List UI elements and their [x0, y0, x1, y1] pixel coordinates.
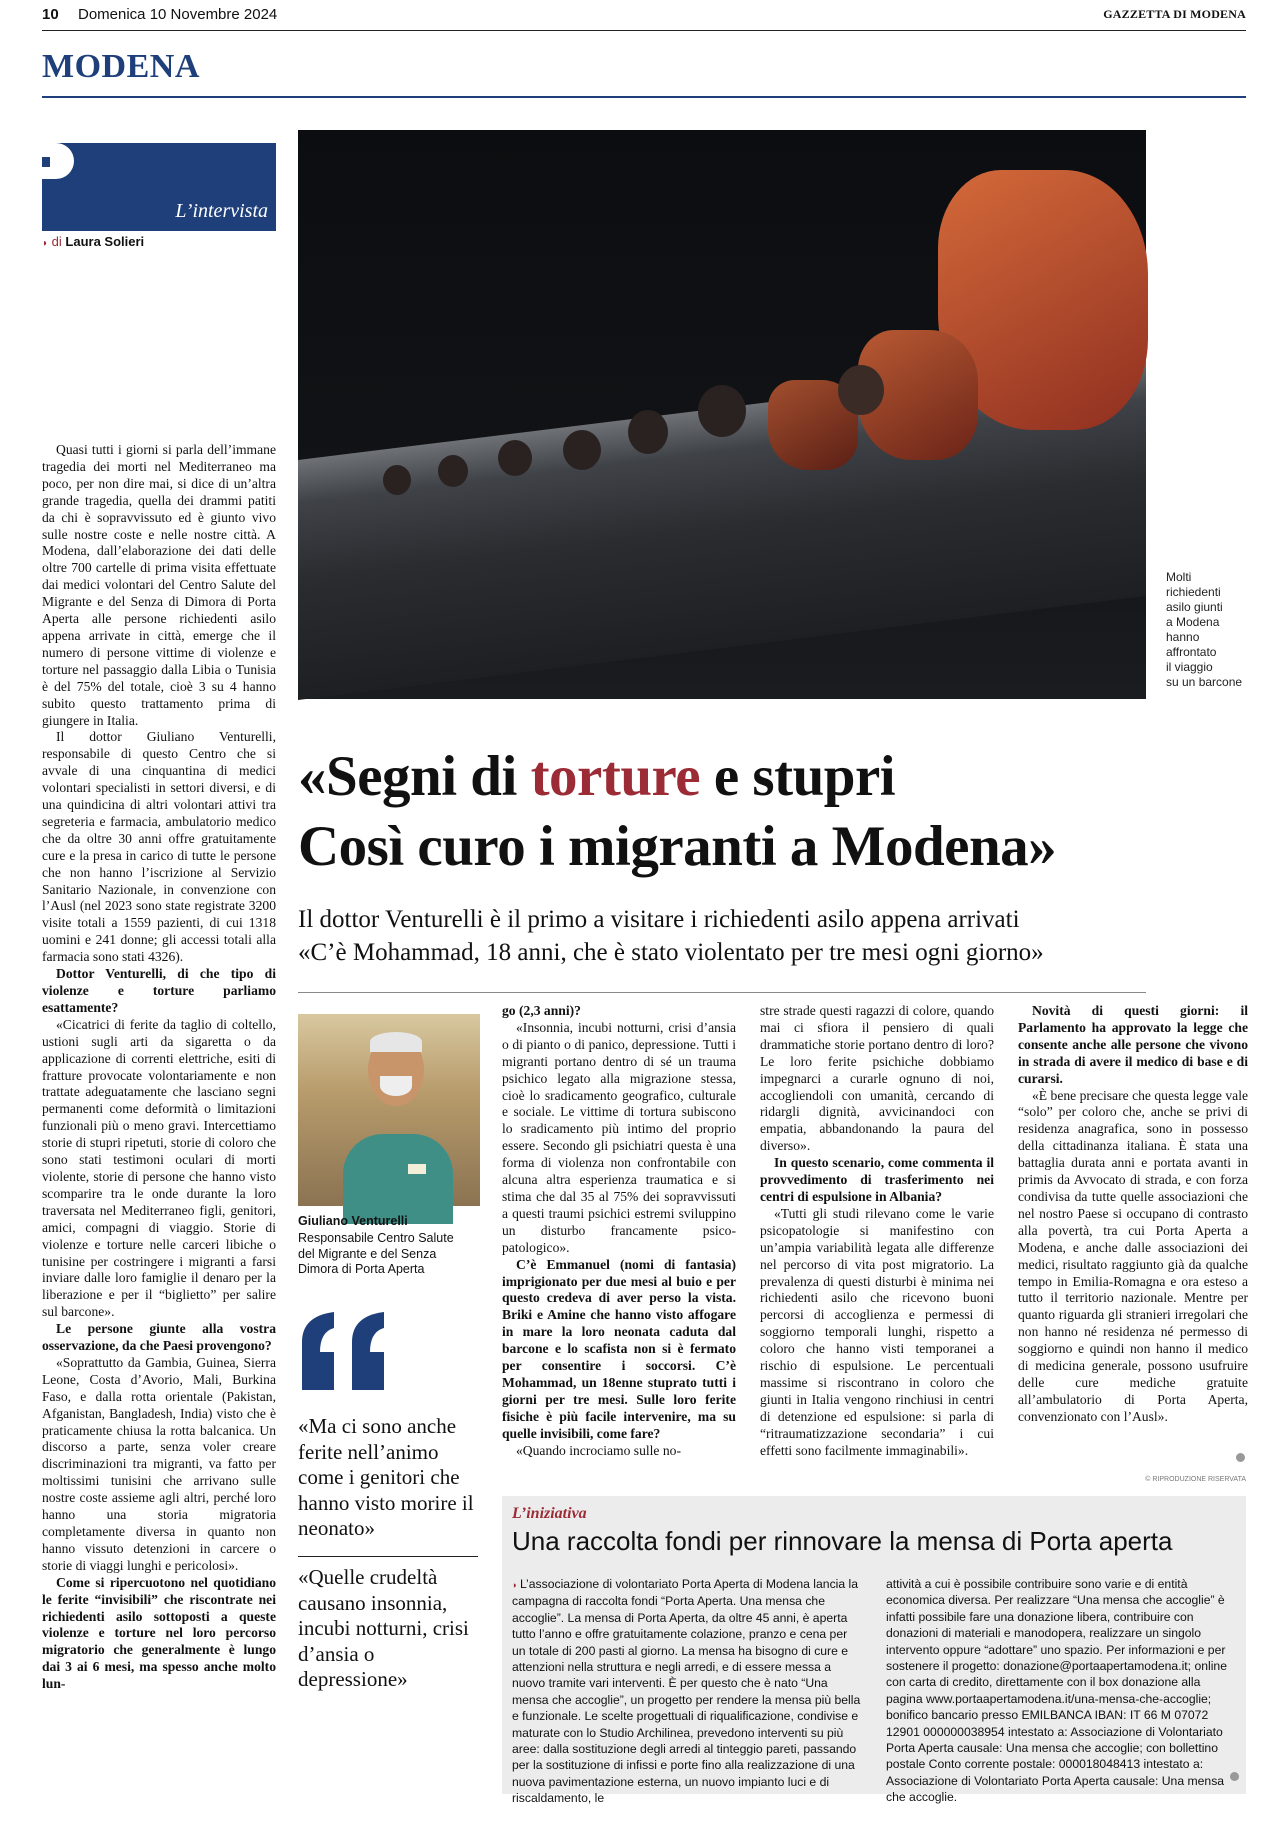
migrants-boat-photo — [298, 130, 1146, 699]
box-column-2: attività a cui è possibile contribuire sono varie e di entità economica diversa. Per realizzare “Una mensa che accoglie” è infatti possibile fare una donazione libera, contribuire con donazioni di materiali e manodopera, realizzare un singolo intervento oppure “adottare” uno spazio. Per informazioni e per sostenere il progetto: donazione@portaapertamodena.it; online con carta di credito, direttamente con il box donazione alla pagina www.portaapertamodena.it/una-mensa-che-accoglie; bonifico bancario presso EMILBANCA IBAN: IT 66 M 07072 12901 000000038954 intestato a: Associazione di Volontariato Porta Aperta causale: Una mensa che accoglie; con bollettino postale Conto corrente postale: 000018048413 intestato a: Associazione di Volontariato Porta Aperta causale: Una mensa che accoglie. — [886, 1577, 1227, 1805]
header-rule — [42, 30, 1246, 31]
initiative-box — [502, 1496, 1246, 1806]
box-marker-icon: ◗ — [512, 1580, 520, 1590]
pullquote-1: «Ma ci sono anche ferite nell’animo come i genitori che hanno visto morire il neonato» — [298, 1414, 474, 1540]
byline — [42, 234, 144, 249]
headline-highlight: torture — [530, 745, 701, 808]
quote-marks-icon — [298, 1312, 398, 1390]
headline-line2: Così curo i migranti a Modena» — [298, 815, 1057, 878]
pullquote-2: «Quelle crudeltà causano insonnia, incubi notturni, crisi d’ansia o depressione» — [298, 1565, 469, 1691]
article-column-5: Novità di questi giorni: il Parlamento ha approvato la legge che consente anche alle persone che vivono in strada di avere il medico di base e di curarsi. «È bene precisare che questa legge vale “solo” per coloro che, anche se privi di residenza anagrafica, sono in possesso della cittadinanza italiana. È stata una battaglia durata anni e portata avanti in primis da Avvocato di strada, e con forza condivisa da tutte quelle associazioni che nel nostro Paese si occupano di contrasto alla povertà, tra cui Porta Aperta a Modena, e anche dalle associazioni dei medici, risultato raggiunto già da qualche tempo in Emilia-Romagna e ora esteso a tutto il territorio nazionale. Mentre per quanto riguarda gli stranieri irregolari che non hanno né residenza né permesso di soggiorno e quindi non hanno il medico di medicina generale, possono usufruire delle cure mediche gratuite all’ambulatorio di Porta Aperta, convenzionato con l’Ausl». — [1018, 1003, 1248, 1424]
photo-caption: Molti richiedenti asilo giunti a Modena hanno affrontato il viaggio su un barcone — [1166, 570, 1243, 689]
headline-line1: «Segni di torture e stupri — [298, 745, 896, 808]
portrait-role: Responsabile Centro Salute del Migrante e del Senza Dimora di Porta Aperta — [298, 1231, 454, 1276]
box-end-mark-icon — [1230, 1772, 1239, 1781]
page-number: 10 — [42, 6, 59, 23]
byline-prefix: di — [51, 234, 62, 249]
interview-kicker-box — [42, 143, 276, 231]
article-column-3: go (2,3 anni)? «Insonnia, incubi notturni, crisi d’ansia o di pianto o di panico, depressione. Tutti i migranti portano dentro di sé un trauma psichico legato alla migrazione stessa, cioè lo sradicamento geografico, culturale e sociale. Le vittime di tortura subiscono lo sradicamento più intimo del proprio essere. Secondo gli psichiatri questa è una forma di violenza non confrontabile con alcuna altra esperienza traumatica e si stima che dal 35 al 75% dei sopravvissuti a questi traumi psichici estremi sviluppino un disturbo francamente psico-patologico». C’è Emmanuel (nomi di fantasia) imprigionato per due mesi al buio e per questo credeva di aver perso la vista. Briki e Amine che hanno visto affogare in mare la loro neonata caduta dal barcone e lo scafista non si è fermato per consentire i soccorsi. C’è Mohammad, un 18enne stuprato tutti i giorni per tre mesi. Sulle loro ferite fisiche è più facile intervenire, ma su quelle invisibili, come fare? «Quando incrociamo sulle no- — [502, 1003, 736, 1458]
venturelli-portrait — [298, 1014, 480, 1206]
kicker-label: L’intervista — [175, 200, 268, 222]
section-rule — [42, 96, 1246, 98]
masthead: GAZZETTA DI MODENA — [1103, 7, 1246, 21]
portrait-name: Giuliano Venturelli — [298, 1214, 408, 1228]
reserved-notice: © RIPRODUZIONE RISERVATA — [1145, 1476, 1246, 1483]
byline-author: Laura Solieri — [65, 234, 145, 249]
subtitle: Il dottor Venturelli è il primo a visitare i richiedenti asilo appena arrivati «C’è Mohammad, 18 anni, che è stato violentato per tre mesi ogni giorno» — [298, 906, 1044, 966]
pullquote-divider — [298, 1556, 478, 1557]
article-column-4: stre strade questi ragazzi di colore, quando mai ci sfiora il pensiero di quali drammatiche storie portano dentro di loro? Le loro ferite psichiche dobbiamo impegnarci a curarle ognuno di noi, accogliendoli con umanità, cercando di ridargli dignità, avvicinandoci con empatia, abbandonando la paura del diverso». In questo scenario, come commenta il provvedimento di trasferimento nei centri di espulsione in Albania? «Tutti gli studi rilevano come le varie psicopatologie si manifestino con un’ampia variabilità legata alle differenze nel percorso di vita post migratorio. La prevalenza di questi disturbi è minima nei richiedenti asilo che ricevono buoni percorsi di accoglienza e permessi di soggiorno temporali lunghi, rispetto a coloro che hanno visti temporanei a rischio di espulsione. Le percentuali massime si riscontrano in coloro che giunti in Italia vengono rinchiusi in centri di detenzione ed espulsione: si parla di “ritraumatizzazione secondaria” i cui effetti sono facilmente immaginabili». — [760, 1003, 994, 1458]
byline-marker-icon: ◗ — [42, 238, 49, 249]
box-kicker: L’iniziativa — [512, 1505, 587, 1522]
end-mark-icon — [1236, 1453, 1245, 1462]
article-column-1: Quasi tutti i giorni si parla dell’immane tragedia dei morti nel Mediterraneo ma poco, per non dire mai, si dice di un’altra grande tragedia, quella dei drammi patiti da chi è sopravvissuto ed è giunto vivo sulle nostre coste e nelle nostre città. A Modena, dall’elaborazione dei dati delle oltre 700 cartelle di prima visita effettuate dai medici volontari del Centro Salute del Migrante e del Senza di Dimora di Porta Aperta alle persone richiedenti asilo appena arrivate in città, emerge che il numero di persone vittime di violenze e torture nel passaggio dalla Libia o Tunisia è del 75% del totale, cioè 3 su 4 hanno subito questo trattamento prima di giungere in Italia. Il dottor Giuliano Venturelli, responsabile di questo Centro che si avvale di una cinquantina di medici volontari specialisti in settori diversi, e di una quindicina di altri volontari attivi tra segreteria e farmacia, ambulatorio medico che da oltre 30 anni offre gratuitamente cure e la presa in carico di tutte le persone che non hanno l’iscrizione al Servizio Sanitario Nazionale, in convenzione con l’Ausl (nel 2023 sono state registrate 3200 visite totali a 1559 pazienti, di cui 1318 uomini e 241 donne; gli accessi totali alla farmacia sono stati 4326). Dottor Venturelli, di che tipo di violenze e torture parliamo esattamente? «Cicatrici di ferite da taglio di coltello, ustioni sugli arti da sigaretta o da applicazione di correnti elettriche, esiti di fratture provocate volontariamente e non trattate adeguatamente che lasciano segni permanenti come deformità o limitazioni funzionali più o meno gravi. Intercettiamo storie di stupri ripetuti, storie di coloro che sono stati testimoni oculari di morti violente, storie di persone che hanno visto scomparire tra le onde durante la loro traversata nel Mediterraneo figli, genitori, amici, compagni di viaggio. Storie di violenze e torture nelle carceri libiche o tunisine per costringere i migranti a farsi inviare dalle loro famiglie il denaro per la liberazione e per il “biglietto” per salire sul barcone». Le persone giunte alla vostra osservazione, da che Paesi provengono? «Soprattutto da Gambia, Guinea, Sierra Leone, Costa d’Avorio, Mali, Burkina Faso, e dalla rotta orientale (Pakistan, Afganistan, Bangladesh, India) visto che è praticamente chiusa la rotta balcanica. Un discorso a parte, senza voler creare discriminazioni tra migranti, va fatto per moltissimi tunisini che arrivano sulle nostre coste assieme agli altri, perché loro hanno una storia migratoria completamente diversa in quanto non hanno vissuto detenzioni in carcere o storie di viaggi lunghi e pericolosi». Come si ripercuotono nel quotidiano le ferite “invisibili” che riscontrate nei richiedenti asilo sottoposti a queste violenze e torture nel loro percorso migratorio che generalmente è lungo dai 3 ai 6 mesi, ma spesso anche molto lun- — [42, 442, 276, 1692]
headline-rule — [298, 992, 1146, 993]
box-title: Una raccolta fondi per rinnovare la mensa di Porta aperta — [512, 1526, 1173, 1556]
box-column-1: ◗ L’associazione di volontariato Porta Aperta di Modena lancia la campagna di raccolta fondi “Porta Aperta. Una mensa che accoglie”. La mensa di Porta Aperta, da oltre 45 anni, è aperta tutto l’anno e offre gratuitamente colazione, pranzo e cena per un totale di 200 pasti al giorno. La mensa ha bisogno di cure e attenzioni nella struttura e negli arredi, e di essere messa a nuovo tramite vari interventi. È per questo che è nato “Una mensa che accoglie”, un progetto per rendere la mensa più bella e funzionale. Le scelte progettuali di riqualificazione, condivise e maturate con lo Studio Archilinea, prevedono interventi su più aree: dalla sostituzione degli arredi al tinteggio pareti, passando per la sostituzione di infissi e porte fino alla realizzazione di una nuova pavimentazione esterna, un nuovo impianto luci e di riscaldamento, le — [512, 1577, 861, 1806]
headline — [298, 742, 1056, 882]
section-title: MODENA — [42, 48, 200, 85]
quote-logo-icon — [42, 143, 82, 183]
issue-date: Domenica 10 Novembre 2024 — [78, 6, 278, 23]
